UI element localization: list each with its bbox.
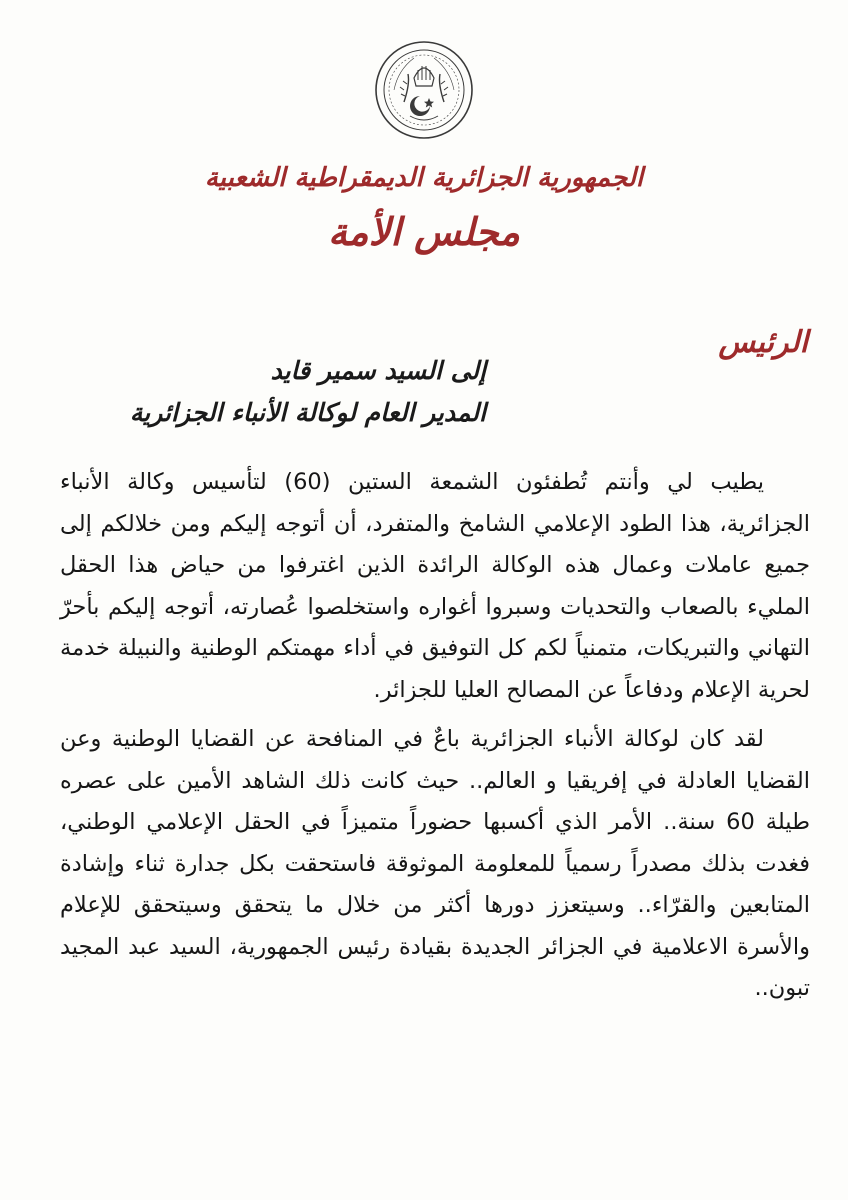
- recipient-title: المدير العام لوكالة الأنباء الجزائرية: [129, 398, 486, 427]
- letter-body: [60, 462, 810, 1010]
- republic-title: الجمهورية الجزائرية الديمقراطية الشعبية: [204, 163, 644, 193]
- recipient-block: [66, 350, 486, 434]
- national-emblem-seal-icon: [374, 40, 474, 140]
- letter-paragraph-1: يطيب لي وأنتم تُطفئون الشمعة الستين (60) لتأسيس وكالة الأنباء الجزائرية، هذا الطود الإعلامي الشامخ والمتفرد، أن أتوجه إليكم ومن خلالكم إلى جميع عاملات وعمال هذه الوكالة الرائدة الذين اغترفوا من حياض هذا الحقل المليء بالصعاب والتحديات وسبروا أغواره واستخلصوا عُصارته، أتوجه إليكم بأحرّ التهاني والتبريكات، متمنياً لكم كل التوفيق في أداء مهمتكم الوطنية والنبيلة خدمة لحرية الإعلام ودفاعاً عن المصالح العليا للجزائر.: [60, 469, 810, 703]
- council-title: مجلس الأمة: [327, 209, 521, 254]
- letter-paragraph-2: لقد كان لوكالة الأنباء الجزائرية باعٌ في المنافحة عن القضايا الوطنية وعن القضايا العادلة في إفريقيا و العالم.. حيث كانت ذلك الشاهد الأمين على عصره طيلة 60 سنة.. الأمر الذي أكسبها حضوراً متميزاً في الحقل الإعلامي الوطني، فغدت بذلك مصدراً رسمياً للمعلومة الموثوقة فاستحقت بكل جدارة ثناء وإشادة المتابعين والقرّاء.. وسيتعزز دورها أكثر من خلال ما يتحقق وسيتحقق للإعلام والأسرة الاعلامية في الجزائر الجديدة بقيادة رئيس الجمهورية، السيد عبد المجيد تبون..: [60, 726, 810, 1001]
- office-label: الرئيس: [718, 325, 808, 360]
- recipient-name: إلى السيد سمير قايد: [270, 356, 486, 385]
